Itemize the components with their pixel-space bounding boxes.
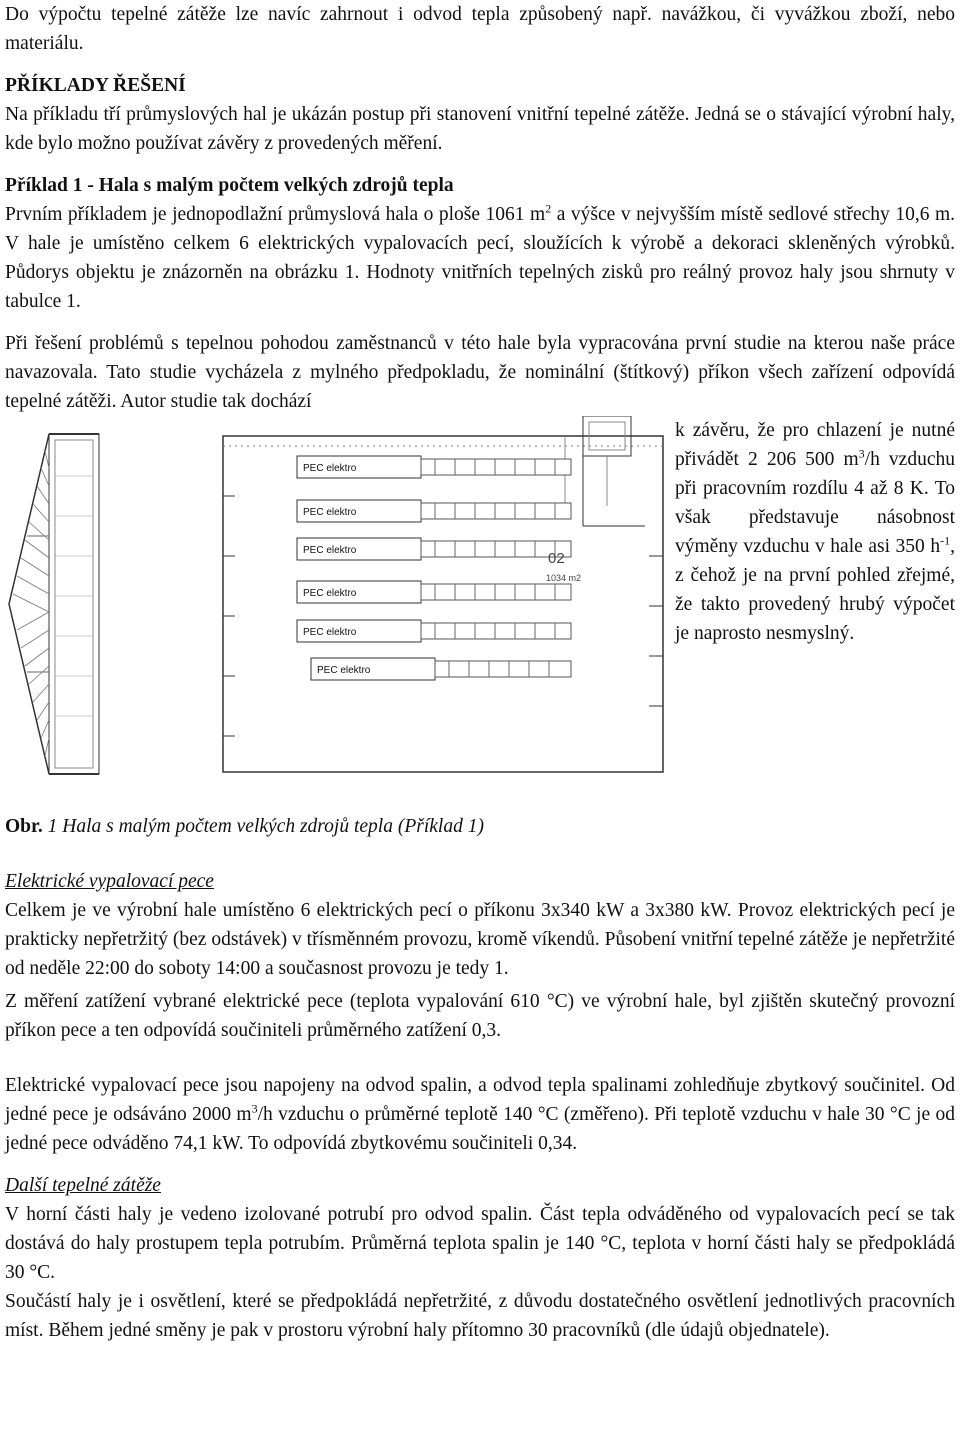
oven-label: PEC elektro — [303, 588, 357, 599]
other-paragraph-1: V horní části haly je vedeno izolované potrubí pro odvod spalin. Část tepla odváděného od vypalovacích pecí se tak dostává do haly prostupem tepla potrubím. Průměrná teplota spalin je 140 °C, teplota v horní části haly se předpokládá 30 °C. — [5, 1204, 955, 1283]
oven-label: PEC elektro — [303, 627, 357, 638]
room-number: 02 — [548, 550, 565, 567]
ovens-heading: Elektrické vypalovací pece — [5, 871, 214, 892]
oven-label: PEC elektro — [303, 545, 357, 556]
example1-paragraph: Prvním příkladem je jednopodlažní průmyslová hala o ploše 1061 $m^2$ a výšce v nejvyšším místě sedlové střechy 10,6 m. V hale je umístěno celkem 6 elektrických vypalovacích pecí, sloužících k výrobě a dekoraci skleněných výrobků. Půdorys objektu je znázorněn na obrázku 1. Hodnoty vnitřních tepelných zisků pro reálný provoz haly jsou shrnuty v tabulce 1. — [5, 201, 955, 312]
floor-plan-drawing — [5, 416, 673, 808]
document-page — [5, 0, 955, 1345]
ovens-paragraph-3: Elektrické vypalovací pece jsou napojeny na odvod spalin, a odvod tepla spalinami zohledňuje zbytkový součinitel. Od jedné pece je odsáváno 2000 $m^3/h$ vzduchu o průměrné teplotě 140 °C (změřeno). Při teplotě vzduchu v hale 30 °C je od jedné pece odváděno 74,1 kW. To odpovídá zbytkovému součiniteli 0,34. — [5, 1075, 955, 1154]
figure-caption: Obr. 1 Hala s malým počtem velkých zdrojů tepla (Příklad 1) — [5, 816, 484, 837]
oven-label: PEC elektro — [317, 665, 371, 676]
hall-elevation — [9, 434, 99, 774]
oven-rows — [297, 456, 571, 680]
other-heading: Další tepelné zátěže — [5, 1175, 161, 1196]
oven-label: PEC elektro — [303, 507, 357, 518]
examples-heading: PŘÍKLADY ŘEŠENÍ — [5, 75, 186, 96]
example1-heading: Příklad 1 - Hala s malým počtem velkých zdrojů tepla — [5, 175, 454, 196]
study-paragraph: Při řešení problémů s tepelnou pohodou zaměstnanců v této hale byla vypracována první studie na kterou naše práce navazovala. Tato studie vycházela z mylného předpokladu, že nominální (štítkový) příkon všech zařízení odpovídá tepelné zátěži. Autor studie tak dochází — [5, 333, 955, 412]
oven-label: PEC elektro — [303, 463, 357, 474]
intro-paragraph: Do výpočtu tepelné zátěže lze navíc zahrnout i odvod tepla způsobený např. navážkou, či vyvážkou zboží, nebo materiálu. — [5, 4, 955, 54]
examples-paragraph: Na příkladu tří průmyslových hal je ukázán postup při stanovení vnitřní tepelné zátěže. Jedná se o stávající výrobní haly, kde bylo možno používat závěry z provedených měření. — [5, 104, 955, 154]
floor-plan-figure — [5, 416, 673, 808]
other-paragraph-2: Součástí haly je i osvětlení, které se předpokládá nepřetržité, z důvodu dostatečného osvětlení jednotlivých pracovních míst. Během jedné směny je pak v prostoru výrobní haly přítomno 30 pracovníků (dle údajů objednatele). — [5, 1291, 955, 1341]
side-text-column — [675, 416, 955, 648]
figure-and-sidetext — [5, 416, 955, 808]
ovens-paragraph-2: Z měření zatížení vybrané elektrické pece (teplota vypalování 610 °C) ve výrobní hale, byl zjištěn skutečný provozní příkon pece a ten odpovídá součiniteli průměrného zatížení 0,3. — [5, 991, 955, 1041]
study-paragraph-continued: k závěru, že pro chlazení je nutné přivádět 2 206 500 $m^3/h$ vzduchu při pracovním rozdílu 4 až 8 K. To však představuje násobnost výměny vzduchu v hale asi 350 $h^{-1}$, z čehož je na první pohled zřejmé, že takto provedený hrubý výpočet je naprosto nesmyslný. — [675, 420, 955, 644]
ovens-paragraph-1: Celkem je ve výrobní hale umístěno 6 elektrických pecí o příkonu 3x340 kW a 3x380 kW. Provoz elektrických pecí je prakticky nepřetržitý (bez odstávek) v třísměnném provozu, kromě víkendů. Působení vnitřní tepelné zátěže je nepřetržité od neděle 22:00 do soboty 14:00 a současnost provozu je tedy 1. — [5, 900, 955, 979]
room-area: 1034 m2 — [546, 573, 582, 583]
